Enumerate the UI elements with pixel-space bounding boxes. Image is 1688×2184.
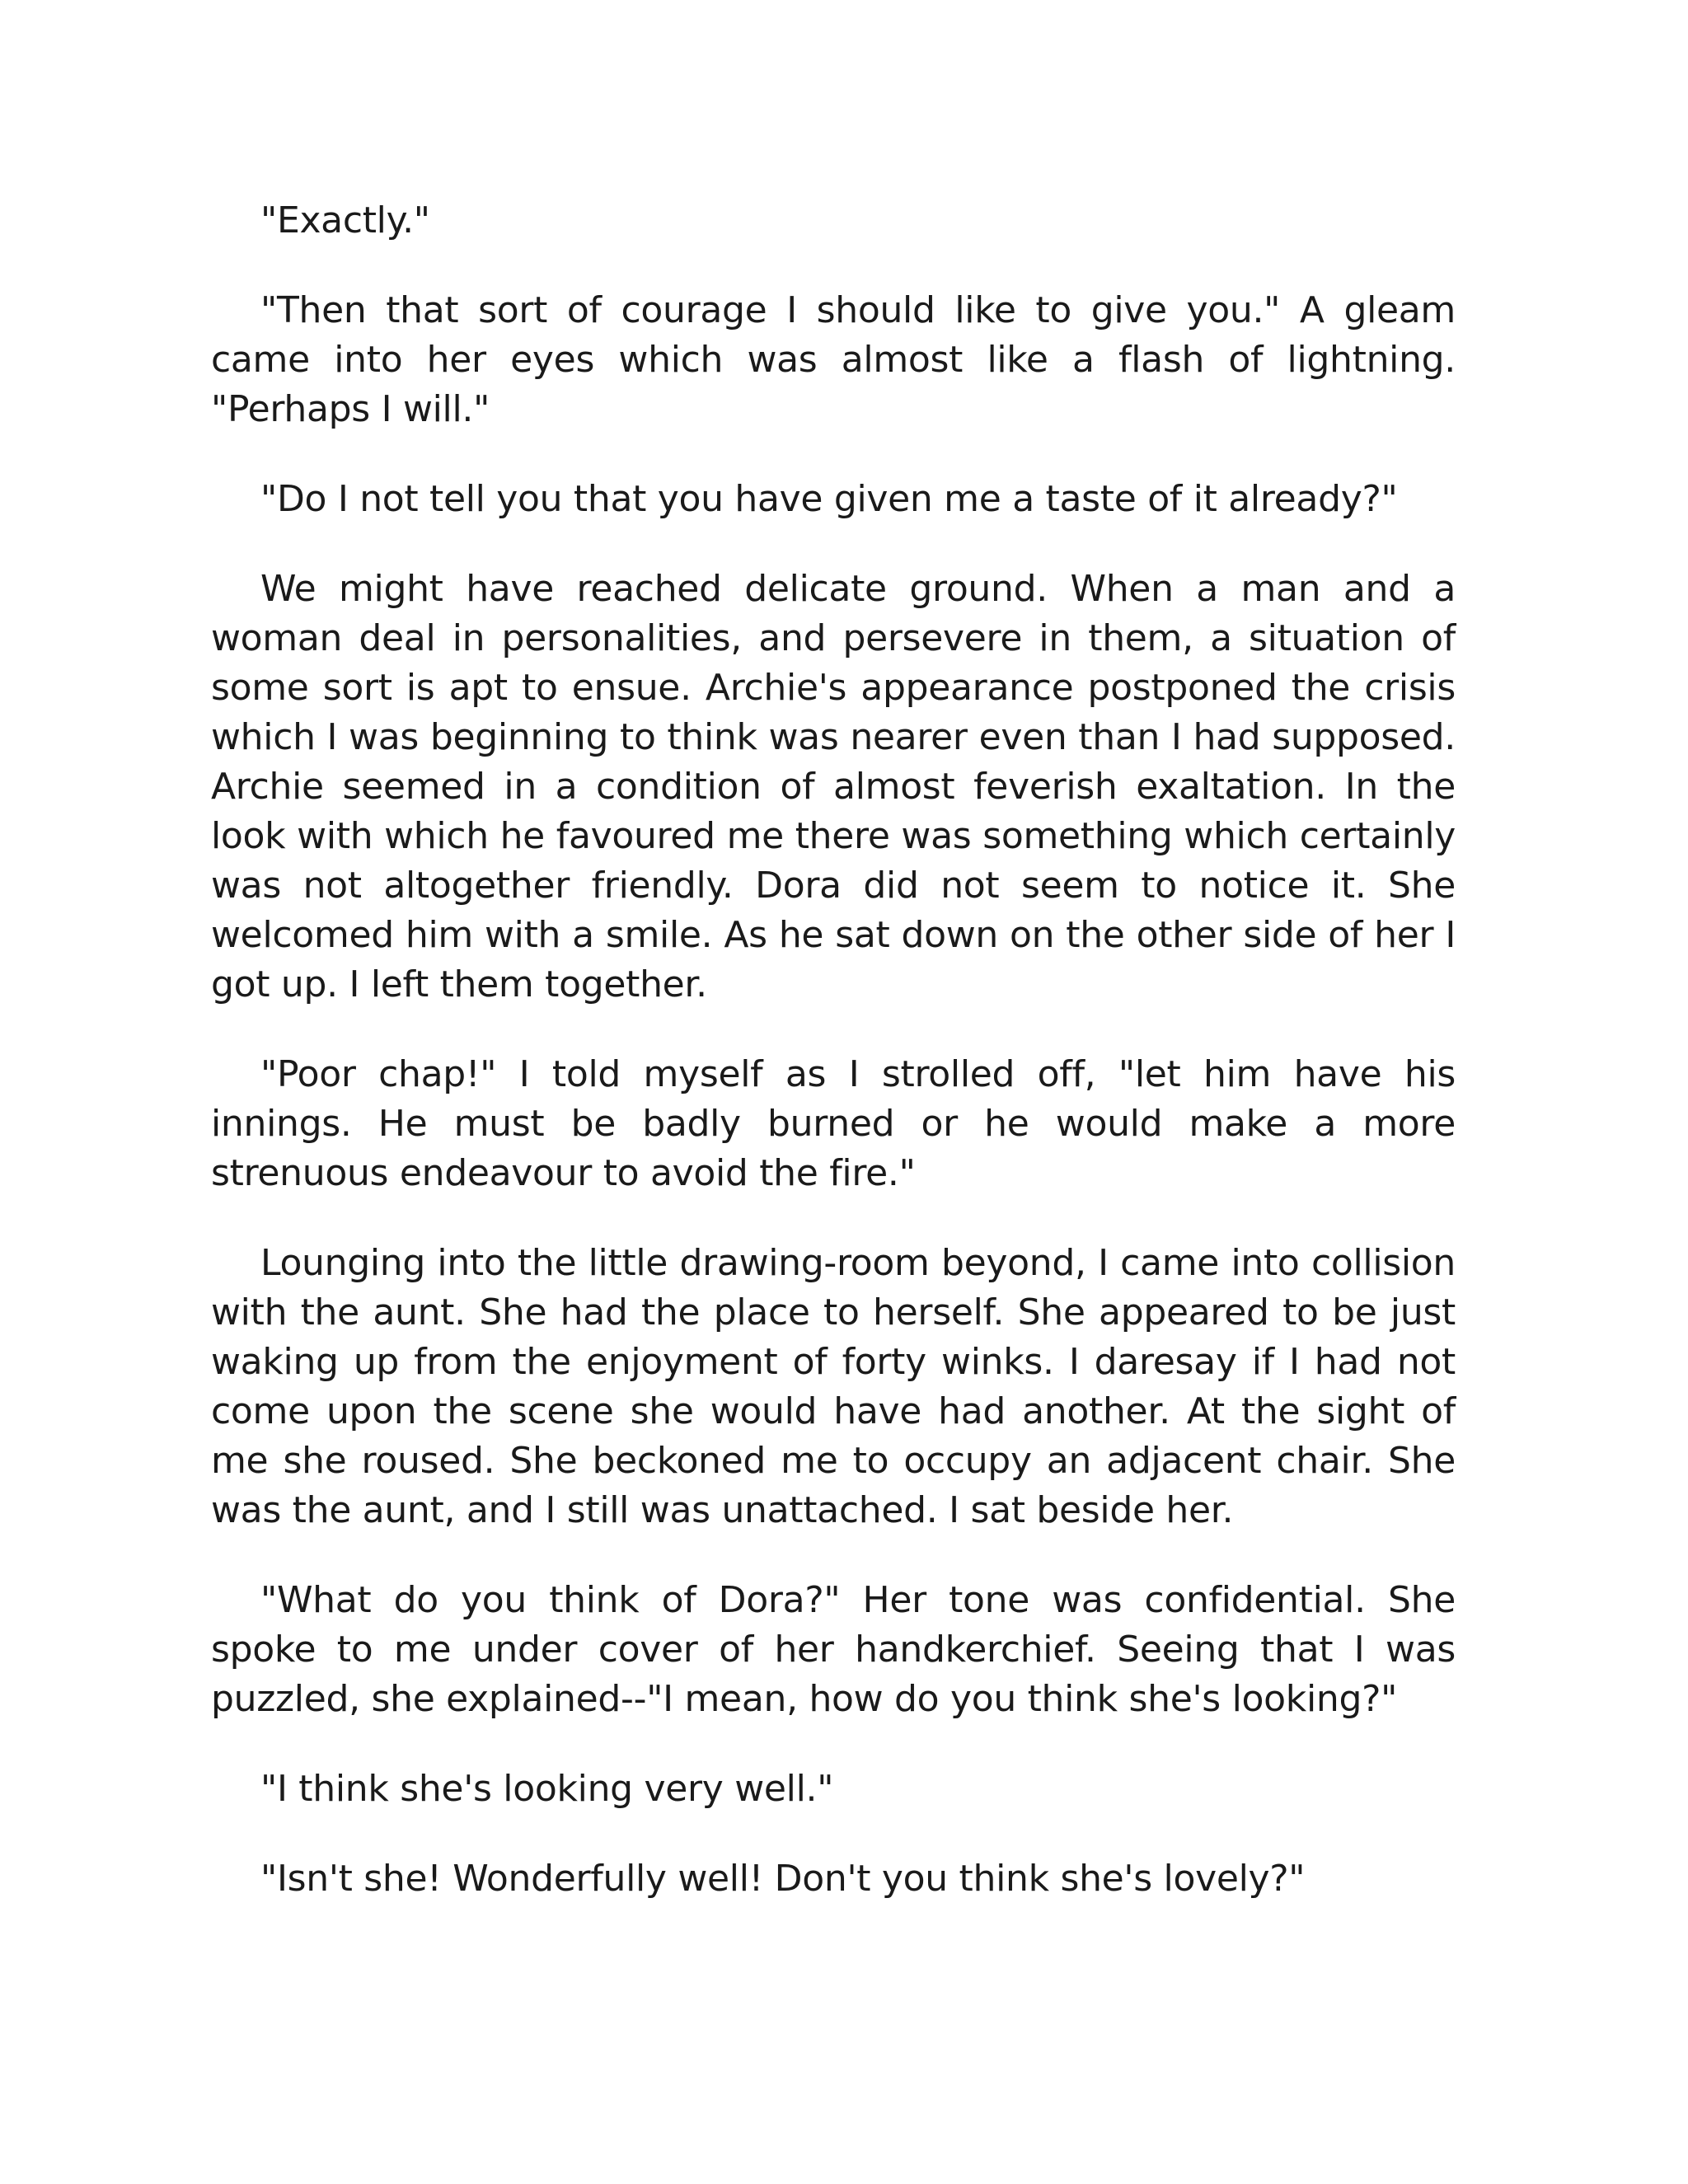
book-page [211, 196, 1456, 1904]
paragraph-exactly: "Exactly." [260, 199, 430, 241]
paragraph-courage: "Then that sort of courage I should like to give you." A gleam came into her eyes which was almost like a flash of lightning. "Perhaps I will." [211, 289, 1456, 430]
paragraph-delicate-ground: We might have reached delicate ground. When a man and a woman deal in personalities, and persevere in them, a situation of some sort is apt to ensue. Archie's appearance postponed the crisis which I was beginning to think was nearer even than I had supposed. Archie seemed in a condition of almost feverish exaltation. In the look with which he favoured me there was something which certainly was not altogether friendly. Dora did not seem to notice it. She welcomed him with a smile. As he sat down on the other side of her I got up. I left them together. [211, 568, 1456, 1005]
paragraph-looking-well: "I think she's looking very well." [260, 1768, 834, 1810]
paragraph-poor-chap: "Poor chap!" I told myself as I strolled off, "let him have his innings. He must be badly burned or he would make a more strenuous endeavour to avoid the fire." [211, 1053, 1456, 1194]
paragraph-lovely: "Isn't she! Wonderfully well! Don't you think she's lovely?" [260, 1858, 1306, 1900]
paragraph-taste: "Do I not tell you that you have given me a taste of it already?" [260, 478, 1398, 520]
paragraph-drawing-room: Lounging into the little drawing-room beyond, I came into collision with the aunt. She had the place to herself. She appeared to be just waking up from the enjoyment of forty winks. I daresay if I had not come upon the scene she would have had another. At the sight of me she roused. She beckoned me to occupy an adjacent chair. She was the aunt, and I still was unattached. I sat beside her. [211, 1242, 1456, 1531]
paragraph-what-do-you-think: "What do you think of Dora?" Her tone was confidential. She spoke to me under cover of her handkerchief. Seeing that I was puzzled, she explained--"I mean, how do you think she's looking?" [211, 1579, 1456, 1720]
